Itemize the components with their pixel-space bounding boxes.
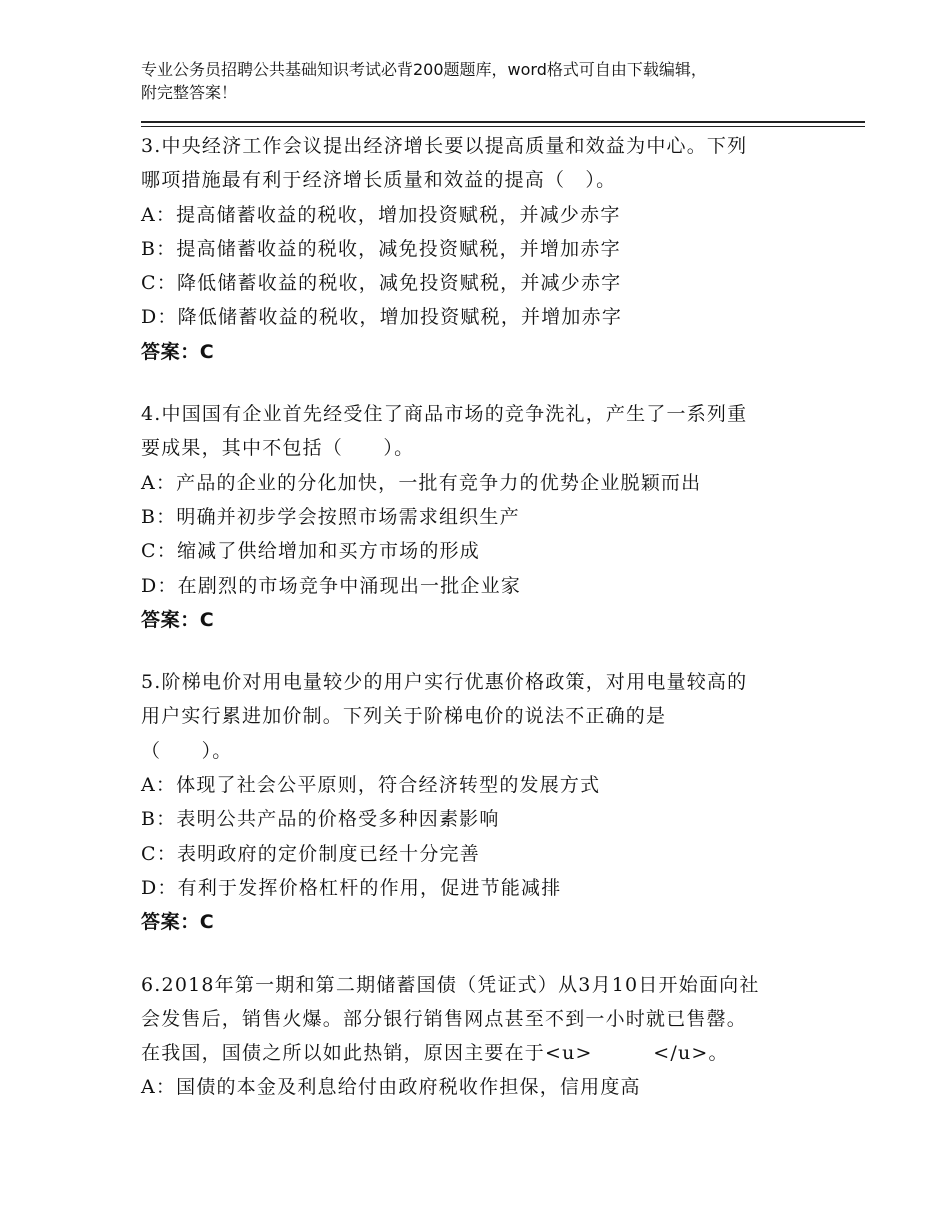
stem-line: 在我国，国债之所以如此热销，原因主要在于<u> </u>。 [141,1042,729,1065]
stem-line: 用户实行累进加价制。下列关于阶梯电价的说法不正确的是 [141,705,667,728]
option-b: B：明确并初步学会按照市场需求组织生产 [141,505,520,528]
question-list [141,129,841,1133]
stem-line: 4.中国国有企业首先经受住了商品市场的竞争洗礼，产生了一系列重 [141,403,748,426]
option-d: D：降低储蓄收益的税收，增加投资赋税，并增加赤字 [141,306,623,329]
option-b: B：提高储蓄收益的税收，减免投资赋税，并增加赤字 [141,237,621,260]
question-5 [141,665,841,939]
option-d: D：在剧烈的市场竞争中涌现出一批企业家 [141,574,522,597]
stem-line: 哪项措施最有利于经济增长质量和效益的提高（ ）。 [141,169,617,192]
question-3 [141,129,841,369]
option-c: C：表明政府的定价制度已经十分完善 [141,842,480,865]
document-header [141,58,821,104]
header-rule-thin [141,126,865,127]
answer-label: 答案：C [141,340,215,363]
option-c: C：缩减了供给增加和买方市场的形成 [141,540,480,563]
header-rule-thick [141,121,865,123]
header-line-1: 专业公务员招聘公共基础知识考试必背200题题库，word格式可自由下载编辑， [141,60,707,79]
question-stem [141,129,841,198]
question-stem [141,397,841,466]
stem-line: 3.中央经济工作会议提出经济增长要以提高质量和效益为中心。下列 [141,135,748,157]
stem-line: 6.2018年第一期和第二期储蓄国债（凭证式）从3月10日开始面向社 [141,973,760,996]
question-stem [141,968,841,1071]
stem-line: （ ）。 [141,739,233,762]
stem-line: 会发售后，销售火爆。部分银行销售网点甚至不到一小时就已售罄。 [141,1007,748,1030]
answer-label: 答案：C [141,608,215,631]
question-stem [141,665,841,768]
option-a: A：国债的本金及利息给付由政府税收作担保，信用度高 [141,1076,641,1099]
option-d: D：有利于发挥价格杠杆的作用，促进节能减排 [141,876,562,899]
answer-label: 答案：C [141,911,215,934]
stem-line: 要成果，其中不包括（ ）。 [141,437,415,460]
question-6 [141,968,841,1105]
option-a: A：产品的企业的分化加快，一批有竞争力的优势企业脱颖而出 [141,471,702,494]
header-line-2: 附完整答案！ [141,83,238,102]
option-a: A：提高储蓄收益的税收，增加投资赋税，并减少赤字 [141,203,621,226]
stem-line: 5.阶梯电价对用电量较少的用户实行优惠价格政策，对用电量较高的 [141,671,748,694]
option-a: A：体现了社会公平原则，符合经济转型的发展方式 [141,774,601,797]
option-b: B：表明公共产品的价格受多种因素影响 [141,808,500,831]
option-c: C：降低储蓄收益的税收，减免投资赋税，并减少赤字 [141,272,622,295]
question-4 [141,397,841,637]
